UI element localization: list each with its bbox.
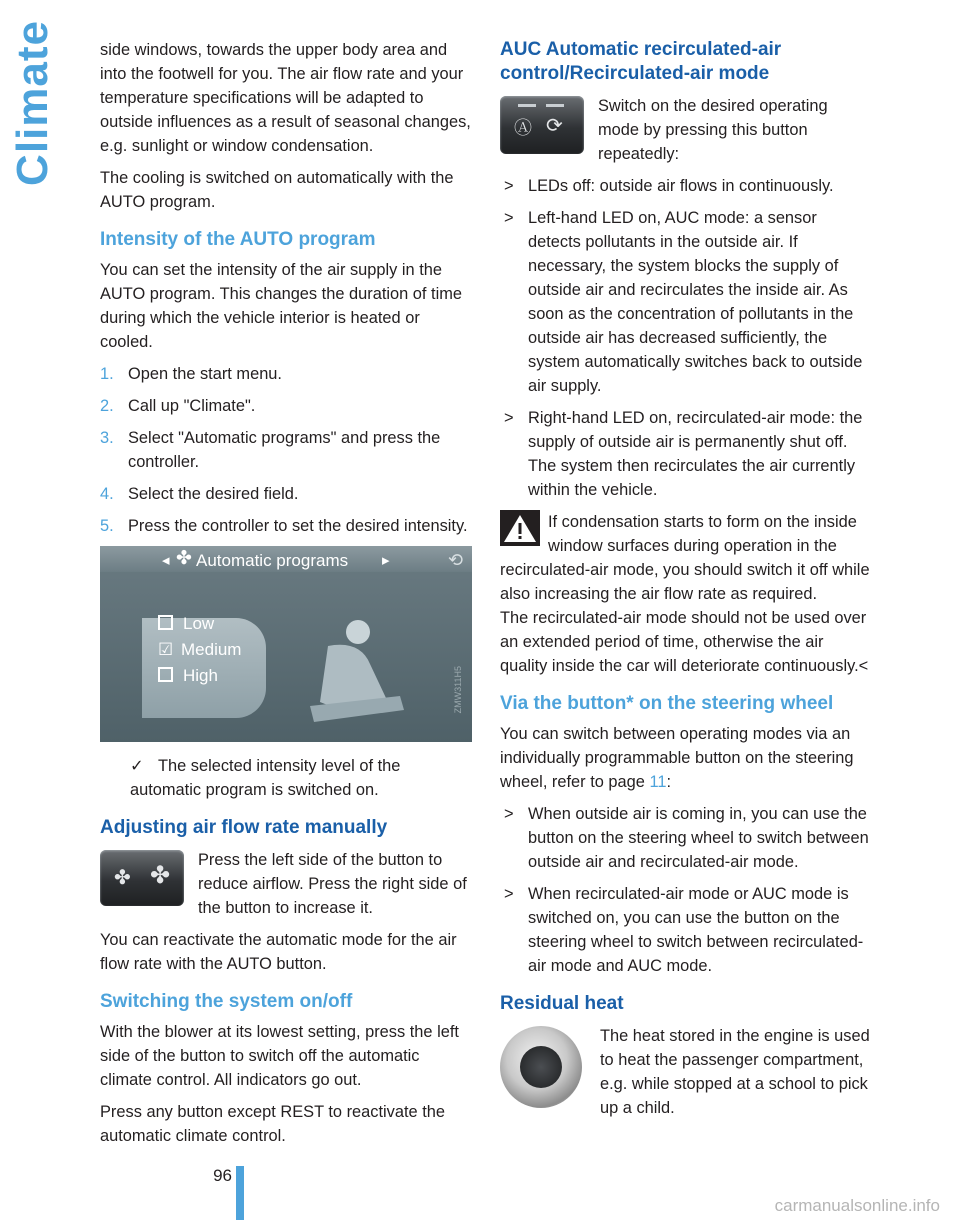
- page-reference-link[interactable]: 11: [649, 773, 667, 791]
- option-high-label: High: [183, 666, 218, 685]
- right-column: [500, 38, 872, 1128]
- airflow-block: [100, 848, 472, 928]
- warning-icon: [500, 510, 540, 546]
- warning-block: [500, 510, 872, 678]
- option-medium[interactable]: [158, 638, 241, 662]
- recirculate-icon: ⟳: [546, 115, 563, 137]
- option-medium-label: Medium: [181, 640, 242, 659]
- steering-text: You can switch between operating modes via an individually programmable button on the steering wheel, refer to page: [500, 725, 854, 791]
- heading-steering-wheel: Via the button* on the steering wheel: [500, 693, 834, 714]
- screen-caption: [100, 754, 472, 802]
- steering-item-text: When recirculated-air mode or AUC mode is switched on, you can use the button on the steering wheel to switch between recirculated-air mode and AUC mode.: [528, 885, 864, 975]
- fan-icon: ✤: [176, 548, 192, 569]
- mode-text: LEDs off: outside air flows in continuously.: [528, 177, 834, 195]
- intro-paragraph: side windows, towards the upper body area and into the footwell for you. The air flow rate and your temperature specifications will be adapted to outside influences as a result of seasonal changes, e.g. sunlight or window condensation.: [100, 41, 471, 155]
- end-mark: <: [858, 657, 869, 675]
- airflow-auto-paragraph: You can reactivate the automatic mode for the air flow rate with the AUTO button.: [100, 931, 457, 973]
- step-text: Select "Automatic programs" and press the controller.: [128, 429, 441, 471]
- step-text: Open the start menu.: [128, 365, 282, 383]
- steering-colon: :: [666, 773, 672, 791]
- auc-paragraph: Switch on the desired operating mode by pressing this button repeatedly:: [598, 97, 828, 163]
- page-number: 96: [213, 1166, 232, 1185]
- warning-text-2-body: The recirculated-air mode should not be used over an extended period of time, otherwise the air quality inside the car will deteriorate continuously.: [500, 609, 867, 675]
- bullet-arrow: >: [504, 409, 514, 427]
- screen-caption-text: The selected intensity level of the automatic program is switched on.: [130, 757, 401, 799]
- fan-high-icon: ✤: [150, 862, 171, 889]
- step-number: 1.: [100, 365, 114, 383]
- automatic-programs-screen: [100, 546, 472, 742]
- mode-item: [500, 206, 872, 398]
- steering-item: [500, 882, 872, 978]
- knob-center: [520, 1046, 562, 1088]
- checkmark-icon: ✓: [130, 757, 144, 775]
- option-high[interactable]: [158, 664, 218, 688]
- steering-item: [500, 802, 872, 874]
- mode-text: Right-hand LED on, recirculated-air mode: the supply of outside air is permanently shut off. The system then recirculates the air currently within the vehicle.: [528, 409, 863, 499]
- seat-illustration: [280, 606, 460, 736]
- step-number: 4.: [100, 485, 114, 503]
- bullet-arrow: >: [504, 209, 514, 227]
- bullet-arrow: >: [504, 805, 514, 823]
- screen-title: Automatic programs: [196, 551, 349, 570]
- step-number: 5.: [100, 517, 114, 535]
- step-number: 3.: [100, 429, 114, 447]
- led-right-icon: [546, 104, 564, 107]
- settings-dial-icon: ⟲: [448, 550, 464, 570]
- option-low[interactable]: [158, 612, 214, 636]
- unchecked-box-icon: [158, 667, 173, 682]
- step-item: [100, 514, 472, 538]
- step-text: Select the desired field.: [128, 485, 299, 503]
- onoff-paragraph-1: With the blower at its lowest setting, press the left side of the button to switch off the automatic climate control. All indicators go out.: [100, 1023, 459, 1089]
- step-item: [100, 394, 472, 418]
- heading-airflow: Adjusting air flow rate manually: [100, 817, 388, 838]
- section-title: [8, 20, 64, 310]
- residual-block: [500, 1024, 872, 1128]
- cooling-paragraph: The cooling is switched on automatically with the AUTO program.: [100, 169, 454, 211]
- mode-item: [500, 406, 872, 502]
- step-item: [100, 482, 472, 506]
- residual-heat-knob-image: [500, 1026, 582, 1108]
- section-title-text: Climate: [8, 20, 57, 186]
- mode-text: Left-hand LED on, AUC mode: a sensor detects pollutants in the outside air. If necessary, the system blocks the supply of outside air and recirculates the inside air. As soon as the concentration of pollutants in the outside air has decreased sufficiently, the system automatically switches back to outside air supply.: [528, 209, 863, 395]
- option-low-label: Low: [183, 614, 215, 633]
- heading-auc: AUC Automatic recirculated-air control/Recirculated-air mode: [500, 39, 782, 84]
- residual-paragraph: The heat stored in the engine is used to heat the passenger compartment, e.g. while stopped at a school to pick up a child.: [600, 1027, 870, 1117]
- auc-block: [500, 94, 872, 174]
- mode-item: [500, 174, 872, 198]
- left-column: [100, 38, 472, 1156]
- unchecked-box-icon: [158, 615, 173, 630]
- warning-text-2: [500, 606, 872, 678]
- auc-button-image: [500, 96, 584, 154]
- auc-icon: Ⓐ: [514, 118, 532, 138]
- warning-text-1: If condensation starts to form on the inside window surfaces during operation in the recirculated-air mode, you should switch it off while also increasing the air flow rate as required.: [500, 513, 870, 603]
- step-item: [100, 426, 472, 474]
- fan-button-image: [100, 850, 184, 906]
- intensity-paragraph: You can set the intensity of the air supply in the AUTO program. This changes the duration of time during which the vehicle interior is heated or cooled.: [100, 261, 462, 351]
- led-left-icon: [518, 104, 536, 107]
- heading-intensity: Intensity of the AUTO program: [100, 229, 376, 250]
- fan-low-icon: ✤: [114, 867, 131, 889]
- airflow-paragraph: Press the left side of the button to reduce airflow. Press the right side of the button to increase it.: [198, 851, 467, 917]
- steering-paragraph: [500, 722, 872, 794]
- heading-residual-heat: Residual heat: [500, 993, 624, 1014]
- step-item: [100, 362, 472, 386]
- heading-on-off: Switching the system on/off: [100, 991, 353, 1012]
- steering-list: [500, 802, 872, 978]
- onoff-paragraph-2: Press any button except REST to reactivate the automatic climate control.: [100, 1103, 445, 1145]
- checkmark-icon: ☑: [158, 640, 174, 659]
- step-text: Call up "Climate".: [128, 397, 256, 415]
- steering-item-text: When outside air is coming in, you can use the button on the steering wheel to switch between outside air and recirculated-air mode.: [528, 805, 869, 871]
- bullet-arrow: >: [504, 885, 514, 903]
- auc-modes-list: [500, 174, 872, 502]
- step-number: 2.: [100, 397, 114, 415]
- intensity-steps: [100, 362, 472, 538]
- watermark: carmanualsonline.info: [774, 1196, 940, 1215]
- figure-code: ZMW311H5: [453, 666, 463, 714]
- step-text: Press the controller to set the desired intensity.: [128, 517, 468, 535]
- arrow-left-icon: ◂: [162, 552, 170, 569]
- page-marker-bar: [236, 1166, 244, 1220]
- arrow-right-icon: ▸: [382, 552, 390, 569]
- bullet-arrow: >: [504, 177, 514, 195]
